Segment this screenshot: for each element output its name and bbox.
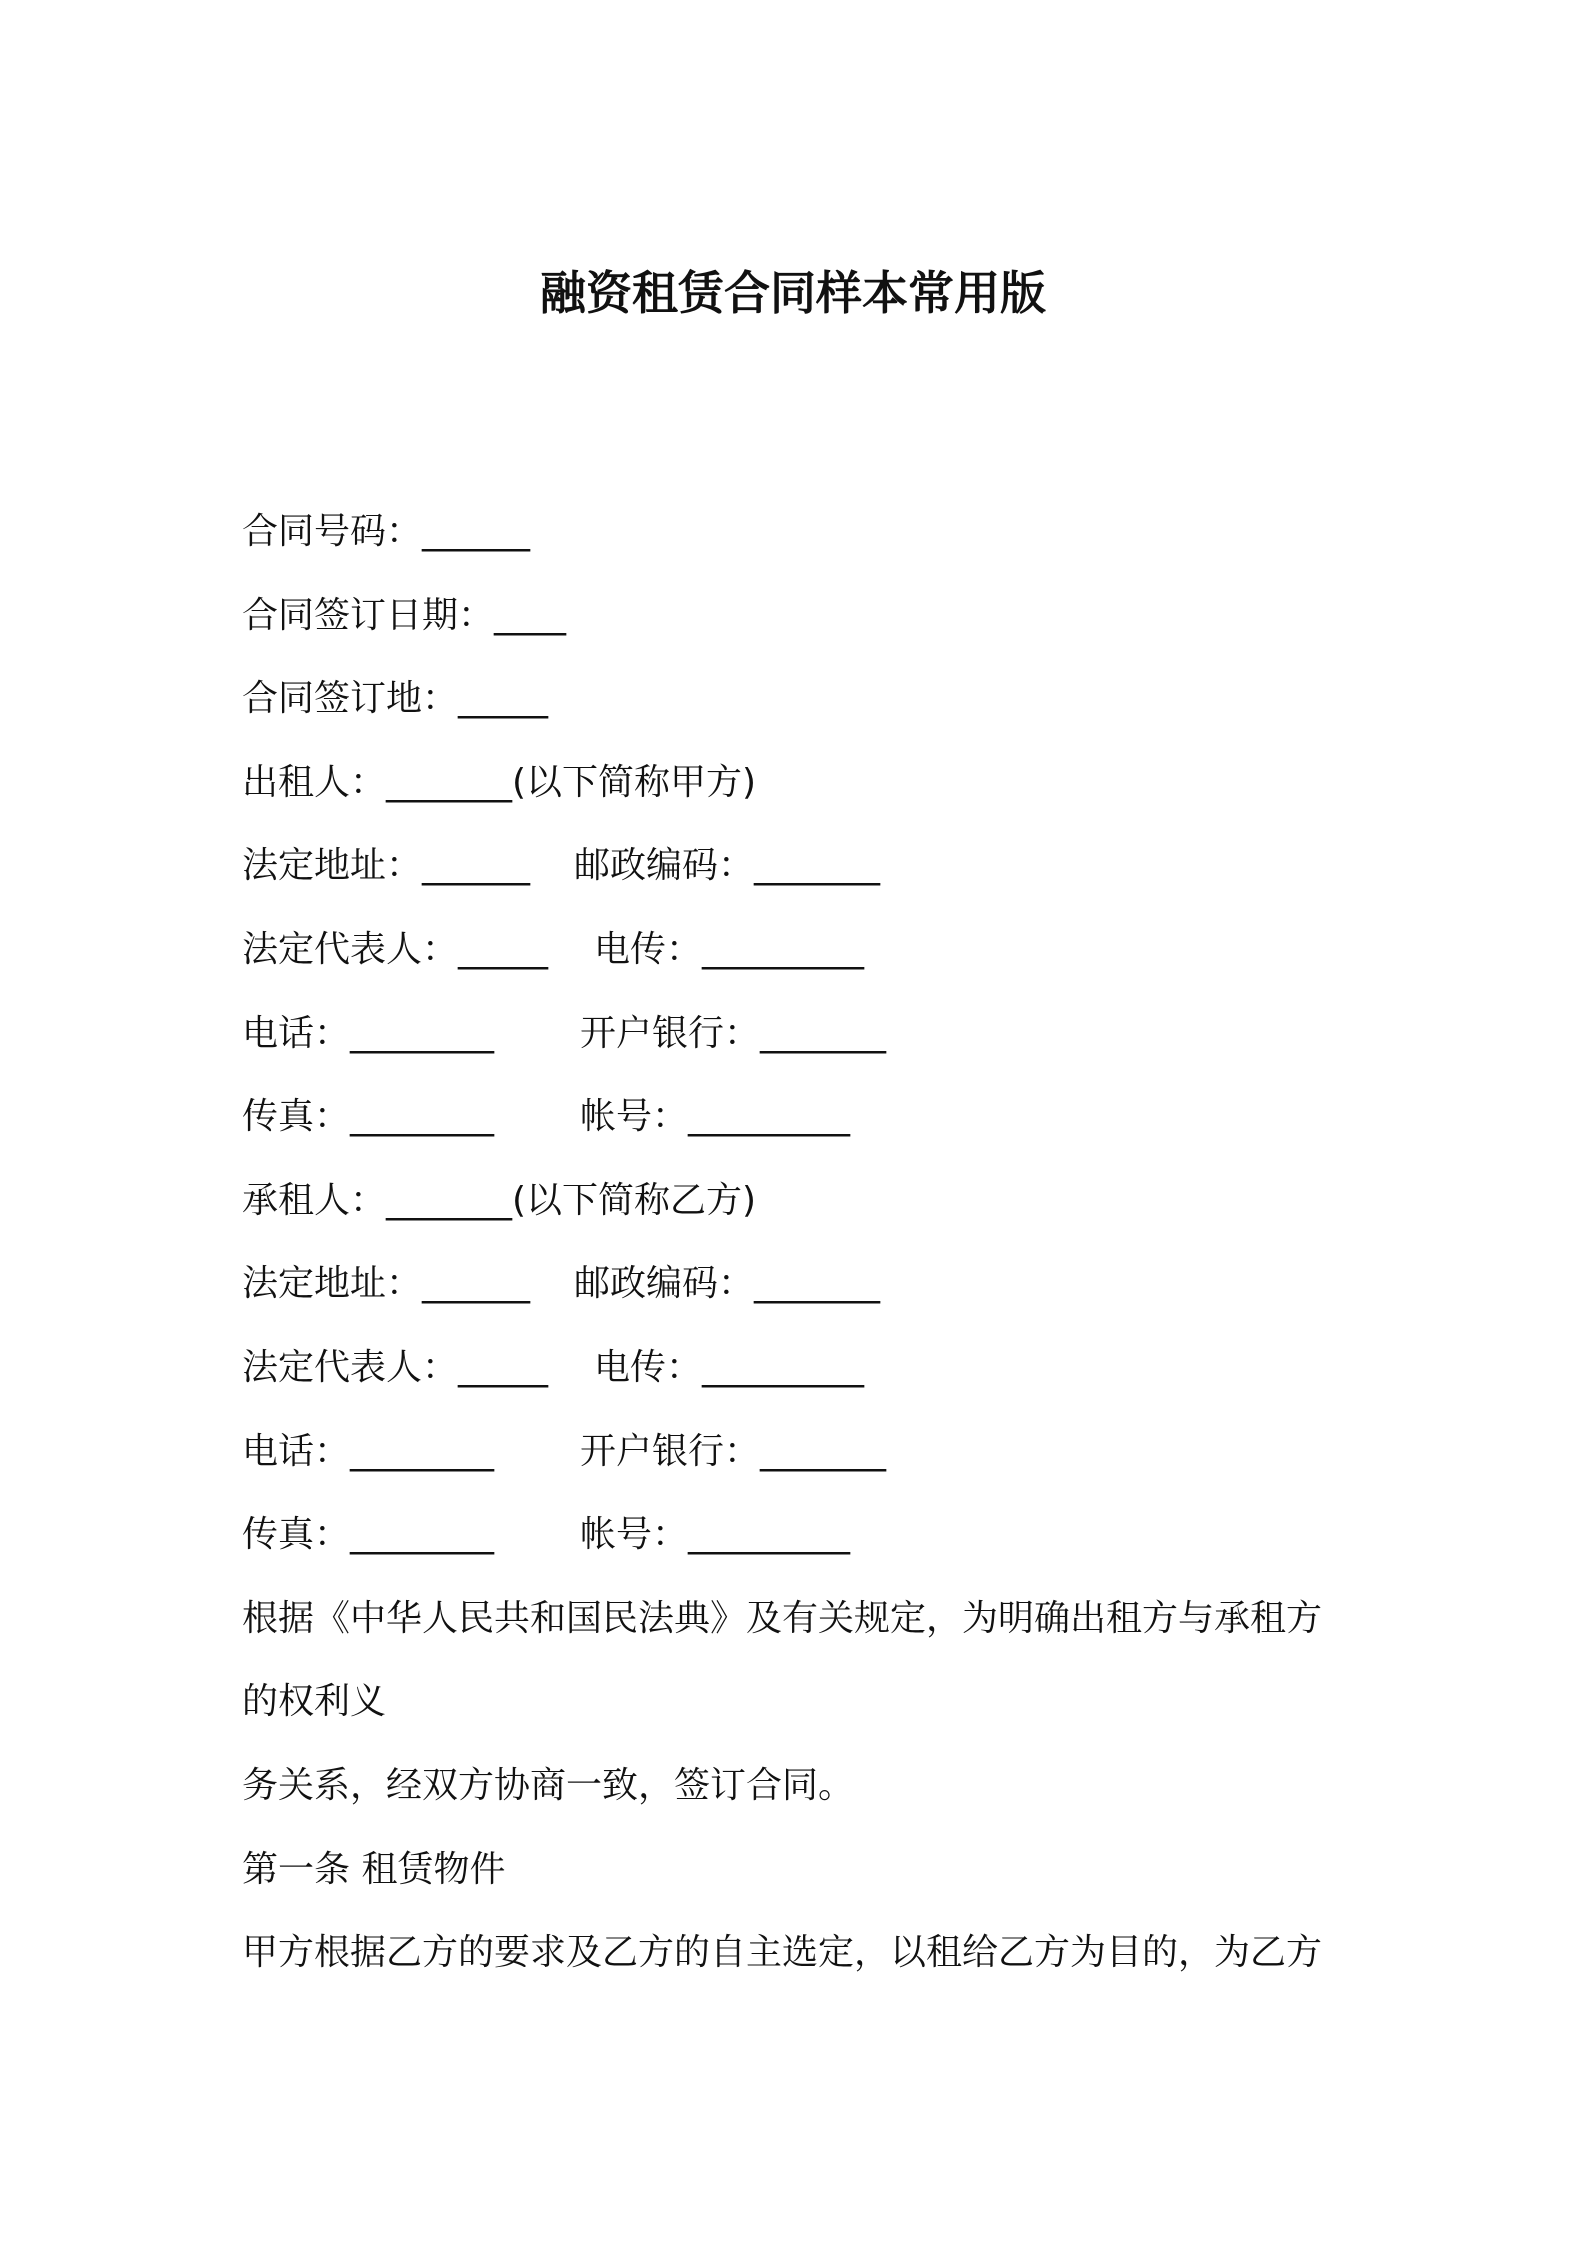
- lessee-telex-label: 电传：_________: [594, 1346, 865, 1388]
- lessee-representative-row: [242, 1326, 1382, 1410]
- signing-date-line: 合同签订日期：____: [242, 594, 567, 636]
- lessee-phone-label: 电话：________: [242, 1430, 495, 1472]
- preamble-line-2: 的权利义: [242, 1681, 387, 1723]
- document-body: [242, 490, 1382, 1995]
- preamble-line-1: 根据《中华人民共和国民法典》及有关规定，为明确出租方与承租方: [242, 1597, 1323, 1639]
- lessee-account-label: 帐号：_________: [580, 1514, 851, 1556]
- lessor-fax-label: 传真：________: [242, 1096, 495, 1138]
- lessor-account-label: 帐号：_________: [580, 1096, 851, 1138]
- lessor-representative-row: [242, 908, 1382, 992]
- lessor-fax-row: [242, 1075, 1382, 1159]
- lessee-address-row: [242, 1242, 1382, 1326]
- lessor-postcode-label: 邮政编码：_______: [574, 845, 881, 887]
- lessee-fax-label: 传真：________: [242, 1514, 495, 1556]
- lessor-telex-label: 电传：_________: [594, 928, 865, 970]
- lessor-address-label: 法定地址：______: [242, 845, 531, 887]
- lessee-bank-label: 开户银行：_______: [580, 1430, 887, 1472]
- lessor-phone-label: 电话：________: [242, 1012, 495, 1054]
- lessee-postcode-label: 邮政编码：_______: [574, 1263, 881, 1305]
- article-1-heading: 第一条 租赁物件: [242, 1848, 506, 1890]
- lessor-bank-label: 开户银行：_______: [580, 1012, 887, 1054]
- lessee-line: 承租人：_______(以下简称乙方): [242, 1179, 757, 1221]
- lessor-representative-label: 法定代表人：_____: [242, 928, 549, 970]
- lessee-address-label: 法定地址：______: [242, 1263, 531, 1305]
- contract-number-line: 合同号码：______: [242, 511, 531, 552]
- lessor-line: 出租人：_______(以下简称甲方): [242, 761, 757, 803]
- signing-place-line: 合同签订地：_____: [242, 678, 549, 720]
- lessee-phone-row: [242, 1410, 1382, 1494]
- document-title: 融资租赁合同样本常用版: [540, 266, 1046, 320]
- lessor-address-row: [242, 824, 1382, 908]
- preamble-line-3: 务关系，经双方协商一致，签订合同。: [242, 1764, 855, 1806]
- lessee-representative-label: 法定代表人：_____: [242, 1346, 549, 1388]
- lessor-phone-row: [242, 992, 1382, 1076]
- article-1-text: 甲方根据乙方的要求及乙方的自主选定，以租给乙方为目的，为乙方: [242, 1932, 1323, 1974]
- lessee-fax-row: [242, 1493, 1382, 1577]
